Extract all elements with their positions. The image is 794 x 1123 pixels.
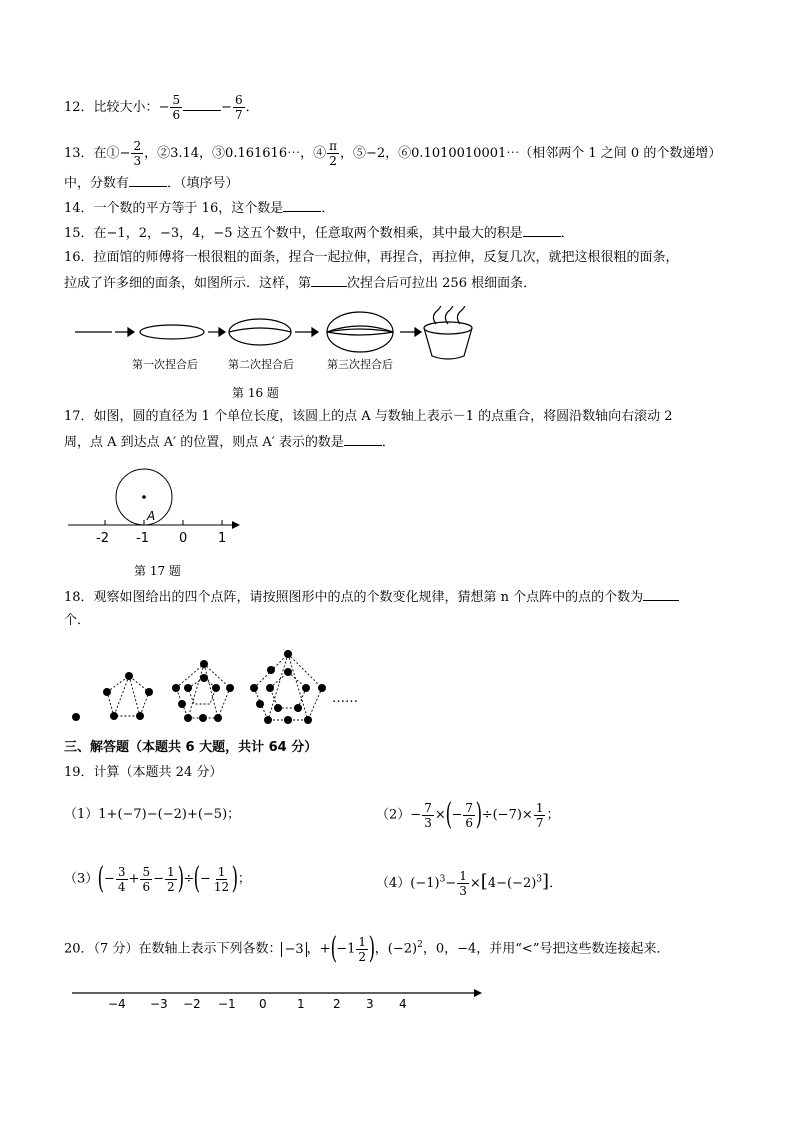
q14-end: ．	[321, 201, 335, 216]
q13-line2b: ．（填序号）	[167, 176, 239, 191]
dot-pattern-diagram	[64, 632, 374, 727]
q19-p4-fd: 3	[459, 884, 467, 898]
q19-p2-frac2	[463, 802, 475, 829]
q20-square-exp: 2	[417, 940, 423, 951]
circle-center	[142, 495, 146, 499]
q18-blank	[643, 588, 679, 601]
q19-p2-frac3	[534, 802, 546, 829]
q19-p3-mid: ÷	[183, 871, 195, 887]
pentagon-4-outer	[254, 654, 322, 720]
question-17-line1	[64, 408, 673, 426]
q17-axis-arrow-icon	[232, 521, 240, 529]
noodle-label-3: 第三次捏合后	[327, 358, 393, 371]
q12-f1-num: 5	[172, 93, 181, 107]
q19-p3-num: （3）	[64, 871, 99, 887]
q19-p3-frac3	[165, 866, 177, 893]
q16-line2b: 次捏合后可拉出 256 根细面条．	[347, 276, 537, 291]
q12-blank	[183, 98, 221, 111]
arrow-2-head-icon	[219, 328, 225, 336]
q20-text-a: 20．（7 分）在数轴上表示下列各数：	[64, 941, 282, 957]
q13-f1-num: 2	[133, 139, 142, 153]
q20-square: (−2)	[387, 941, 418, 957]
q20-mixed-d: 2	[358, 949, 367, 964]
q19-title	[64, 764, 222, 782]
q19-p4-a: (−1)	[410, 876, 440, 891]
q19-p4-exp1: 3	[439, 874, 446, 885]
q17-line2a: 周，点 A 到达点 A′ 的位置，则点 A′ 表示的数是	[64, 435, 344, 450]
q20-tick-label: −1	[218, 997, 236, 1011]
tick-label-1: 1	[218, 531, 227, 546]
q14-blank	[283, 199, 321, 212]
q19-p2-f2n: 7	[465, 800, 473, 815]
tick-label-0: 0	[179, 531, 188, 546]
q13-text-a3: ，⑤−2，⑥0.1010010001⋯（相邻两个 1 之间 0 的个数递增）	[339, 146, 722, 161]
q19-p2-rparen: )	[475, 797, 483, 832]
q12-fraction-2	[233, 94, 245, 121]
q19-p4-exp2: 3	[536, 874, 543, 885]
q20-mixed-n: 1	[358, 934, 367, 949]
question-18-line1	[64, 588, 679, 607]
q15-end: ．	[560, 226, 574, 241]
q19-p2-end: ；	[546, 807, 560, 823]
q20-tick-label: 2	[333, 997, 341, 1011]
q20-tick-label: −4	[108, 997, 126, 1011]
q19-part4	[376, 870, 562, 897]
noodle-label-1: 第一次捏合后	[132, 358, 198, 371]
q19-p2-mid: ÷(−7)×	[481, 807, 533, 823]
steam-1-icon	[433, 306, 441, 324]
q19-p3-end: ；	[237, 871, 251, 887]
q20-tick-label: 1	[297, 997, 305, 1011]
q19-p3-f1d: 4	[117, 879, 126, 894]
arrow-3-head-icon	[312, 328, 318, 336]
q19-p4-b: −	[445, 876, 457, 891]
q19-p3-frac4	[212, 866, 231, 893]
q20-abs-value: −3	[281, 942, 306, 957]
question-13-line1: 13．在①− $\frac{2}{3}$ ，②3.14，③0.161616⋯，④ $\frac{\pi}{2}$ ，⑤−2，⑥0.1010010001⋯（相邻两个 1 之间 0 的个数递增）	[64, 139, 722, 168]
noodle-diagram	[70, 306, 490, 376]
q19-p3-f2n: 5	[142, 864, 151, 879]
q19-p4-c: ×	[469, 876, 481, 891]
q19-p2-f3d: 7	[535, 815, 544, 830]
q20-mixed-whole: −1	[336, 941, 356, 957]
q13-text-a2: ，②3.14，③0.161616⋯，④	[144, 146, 327, 161]
q19-p3-f2d: 6	[142, 879, 151, 894]
q19-p3-f1n: 3	[117, 864, 126, 879]
noodle-stage-2	[229, 319, 291, 345]
pattern-ellipsis: ……	[332, 691, 358, 706]
tick-label-neg2: -2	[96, 531, 109, 546]
section-3-title	[64, 739, 317, 757]
q19-p2-f3n: 1	[535, 800, 544, 815]
q19-p4-rbracket: ]	[542, 871, 550, 892]
q17-blank	[344, 433, 382, 446]
q13-line2a: 中，分数有	[64, 176, 130, 191]
q15-text: 15．在−1，2，−3，4，−5 这五个数中，任意取两个数相乘，其中最大的积是	[64, 226, 523, 241]
q19-title-text: 19．计算（本题共 24 分）	[64, 765, 223, 780]
q12-fraction-1	[170, 94, 182, 121]
pentagon-2	[107, 676, 149, 716]
q20-tick-label: −2	[183, 997, 201, 1011]
q16-line2a: 拉成了许多细的面条，如图所示．这样，第	[64, 276, 312, 291]
q16-line1: 16．拉面馆的师傅将一根很粗的面条，捏合一起拉伸，再捏合，再拉伸，反复几次，就把这根很粗的面条，	[64, 250, 679, 265]
q19-p3-lparen: (	[97, 861, 105, 896]
noodle-stage-2-line	[229, 328, 291, 332]
q17-caption: 第 17 题	[134, 564, 181, 578]
q12-end: ．	[245, 100, 259, 115]
q19-p1-num: （1）	[64, 807, 99, 822]
question-14	[64, 199, 334, 218]
q13-blank	[129, 174, 167, 187]
q18-line1: 18．观察如图给出的四个点阵，请按照图形中的点的个数变化规律，猜想第 n 个点阵中的点的个数为	[64, 590, 644, 605]
q19-p4-d: 4−(−2)	[487, 876, 537, 891]
q18-line2: 个．	[64, 613, 91, 628]
q19-p3-frac1	[116, 866, 128, 893]
q19-p2-frac1	[422, 802, 434, 829]
q19-p3-f4d: 12	[213, 879, 230, 894]
q12-lead: 比较大小：	[93, 100, 159, 115]
q19-p4-lbracket: [	[480, 871, 488, 892]
q13-f2-den: 2	[329, 154, 337, 168]
q19-p4-num: （4）	[376, 876, 411, 891]
q20-rparen: )	[368, 931, 376, 966]
q13-fraction-1	[131, 140, 143, 167]
rolling-circle-diagram	[64, 460, 264, 555]
q19-p3-f4n: 1	[217, 864, 226, 879]
q15-blank	[523, 224, 561, 237]
q12-f1-den: 6	[172, 108, 181, 122]
q19-p4-end: ．	[549, 876, 563, 891]
q20-text-d: ，0，−4，并用“<”号把这些数连接起来．	[422, 941, 670, 957]
q20-axis-arrow-icon	[474, 989, 482, 997]
q12-f2-num: 6	[235, 93, 243, 107]
question-16-line2	[64, 274, 536, 293]
q19-p2-f1n: 7	[424, 800, 432, 815]
question-20	[64, 931, 670, 966]
q19-p3-rparen: )	[177, 861, 184, 896]
point-a-label: A	[147, 509, 156, 523]
q19-p4-fn: 1	[459, 869, 467, 883]
q14-text: 14．一个数的平方等于 16，这个数是	[64, 201, 284, 216]
question-18-line2	[64, 612, 90, 630]
q20-tick-label: 4	[399, 997, 407, 1011]
q19-p3-frac2	[140, 866, 152, 893]
q12-f2-den: 7	[235, 108, 243, 122]
q13-f2-num: π	[329, 139, 337, 153]
q17-line2b: ．	[381, 435, 395, 450]
q13-f1-den: 3	[133, 154, 142, 168]
q13-number: 13．	[64, 146, 94, 161]
q20-lparen: (	[330, 931, 337, 966]
section-3-text: 三、解答题（本题共 6 大题，共计 64 分）	[64, 740, 318, 755]
q20-tick-label: −3	[150, 997, 168, 1011]
question-15	[64, 224, 574, 243]
q19-p2-f2d: 6	[465, 815, 473, 830]
q20-tick-label: 3	[366, 997, 374, 1011]
q19-p2-num: （2）	[376, 807, 411, 823]
steam-2-icon	[445, 306, 453, 324]
question-17-line2	[64, 433, 395, 452]
q19-p3-f3n: 1	[167, 864, 175, 879]
q20-text-b: ，+	[306, 941, 331, 957]
noodle-label-2: 第二次捏合后	[228, 358, 294, 371]
q19-p3-lparen2: (	[193, 861, 201, 896]
q19-p4-frac	[457, 870, 469, 897]
steam-3-icon	[457, 306, 465, 324]
q19-part2: （2）− $\frac{7}{3}$ ×(− $\frac{7}{6}$ )÷(−7)× $\frac{1}{7}$ ；	[376, 797, 560, 832]
q20-text-c: ，	[374, 941, 388, 957]
tick-label-neg1: -1	[136, 531, 149, 546]
noodle-stage-1	[140, 325, 204, 339]
q16-caption: 第 16 题	[232, 386, 279, 400]
q19-p3-rparen2: )	[231, 861, 239, 896]
arrow-1-head-icon	[128, 328, 134, 336]
noodle-stage-3	[327, 312, 393, 352]
q13-fraction-2	[327, 140, 339, 167]
q19-p3-f3d: 2	[167, 879, 175, 894]
q20-number-line	[68, 982, 488, 1018]
question-12: 12．比较大小：− $\frac{5}{6}$ − $\frac{6}{7}$ ．	[64, 93, 259, 122]
pattern-1-dot	[72, 713, 80, 721]
q19-part1	[64, 806, 240, 824]
q20-mixed-frac	[356, 936, 368, 963]
pentagon-3-outer	[176, 664, 230, 718]
q19-p2-f1d: 3	[424, 815, 432, 830]
q20-tick-label: 0	[259, 997, 267, 1011]
q19-part3: （3）(− $\frac{3}{4}$ + $\frac{5}{6}$ − $\frac{1}{2}$ )÷(− $\frac{1}{12}$ )；	[64, 861, 251, 896]
noodle-stage-3-line-c	[327, 332, 393, 335]
arrow-4-head-icon	[415, 328, 421, 336]
q19-p1-expr: 1+(−7)−(−2)+(−5)；	[98, 807, 241, 822]
question-13-line2	[64, 174, 239, 193]
q16-blank	[311, 274, 347, 287]
q19-p2-lparen: (	[445, 797, 452, 832]
q17-line1: 17．如图，圆的直径为 1 个单位长度，该圆上的点 A 与数轴上表示－1 的点重合，将圆沿数轴向右滚动 2	[64, 409, 673, 424]
q13-text-a1: 在①	[93, 146, 120, 161]
q12-number: 12．	[64, 100, 94, 115]
question-16-line1	[64, 249, 679, 267]
